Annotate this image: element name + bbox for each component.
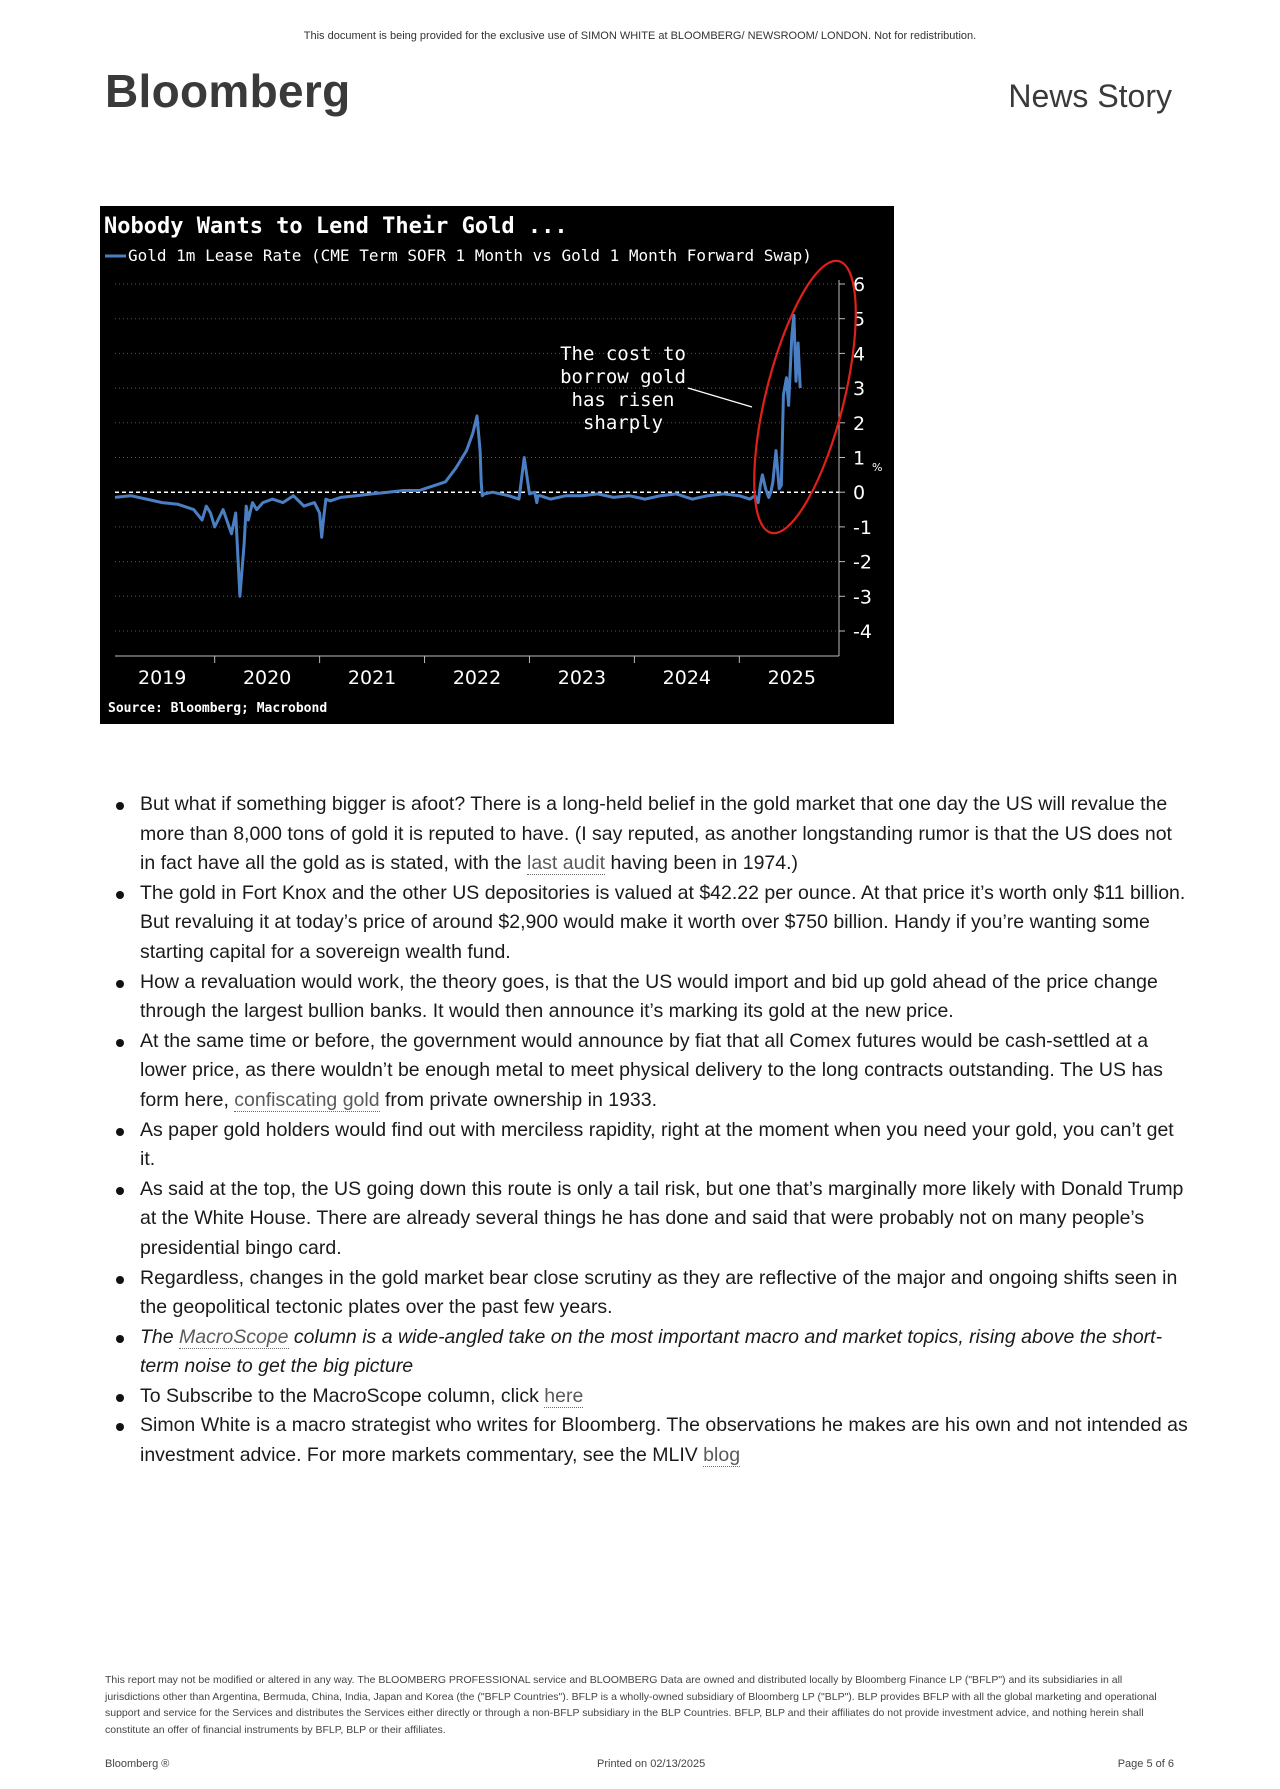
footer-brand: Bloomberg ® [105,1758,170,1770]
x-tick-label-2: 2021 [347,667,397,689]
bullet-text: from private ownership in 1933. [379,1088,658,1111]
bullet-text: As said at the top, the US going down this route is only a tail risk, but one that’s marginally more likely with Donald Trump at the White House. There are already several things he has done and said that were probably not on many people’s presidential bingo card. [140,1177,1184,1259]
annotation-line-3: sharply [582,412,664,434]
y-tick-label-6: 0 [853,482,866,505]
inline-link[interactable]: confiscating gold [234,1088,380,1111]
chart-legend-label: Gold 1m Lease Rate (CME Term SOFR 1 Month vs Gold 1 Month Forward Swap) [128,246,812,265]
footer-page-number: Page 5 of 6 [1117,1758,1174,1770]
bullet-text: The [140,1325,180,1348]
x-tick-label-6: 2025 [767,667,816,689]
bullet-text: column is a wide-angled take on the most important macro and market topics, rising above the short-term noise to get the big picture [140,1325,1163,1378]
x-tick-label-1: 2020 [242,667,292,689]
legal-disclaimer: This report may not be modified or altered in any way. The BLOOMBERG PROFESSIONAL service and BLOOMBERG Data are owned and distributed locally by Bloomberg Finance LP ("BFLP") and its subsidiaries in all jurisdictions other than Argentina, Bermuda, China, India, Japan and Korea (the ("BFLP Countries"). BFLP is a wholly-owned subsidiary of Bloomberg LP ("BLP"). BLP provides BFLP with all the global marketing and operational support and service for the Services and distributes the Services either directly or through a non-BFLP subsidiary in the BLP Countries. BFLP, BLP and their affiliates do not provide investment advice, and nothing herein shall constitute an offer of financial instruments by BFLP, BLP or their affiliates. [105,1674,1157,1736]
chart-title: Nobody Wants to Lend Their Gold ... [104,214,568,239]
article-body [110,790,1190,1471]
y-axis-unit: % [872,461,883,474]
y-tick-label-1: 5 [853,308,866,331]
bullet-item [140,1323,1190,1382]
annotation-line-1: borrow gold [560,366,686,388]
y-tick-label-5: 1 [853,447,866,470]
document-type-label: News Story [1008,78,1172,114]
bullet-item [140,790,1190,879]
y-tick-label-8: -2 [853,551,872,574]
bloomberg-logo: Bloomberg [105,65,351,117]
bullet-text: As paper gold holders would find out with merciless rapidity, right at the moment when you need your gold, you can’t get it. [140,1118,1174,1171]
bullet-item [140,1027,1190,1116]
footer-print-date: Printed on 02/13/2025 [597,1758,706,1770]
x-tick-label-3: 2022 [452,667,502,689]
distribution-notice: This document is being provided for the exclusive use of SIMON WHITE at BLOOMBERG/ NEWSROOM/ LONDON. Not for redistribution. [303,30,977,42]
x-tick-label-5: 2024 [662,667,712,689]
bullet-text: To Subscribe to the MacroScope column, click [140,1384,545,1407]
gold-lease-rate-chart [100,206,894,724]
bullet-item [140,1175,1190,1264]
y-tick-label-10: -4 [853,621,872,643]
inline-link[interactable]: here [544,1384,584,1407]
bullet-item [140,1264,1190,1323]
bullet-text: having been in 1974.) [605,852,799,875]
y-tick-label-4: 2 [853,412,866,435]
bullet-item [140,1382,1190,1412]
bullet-text: How a revaluation would work, the theory goes, is that the US would import and bid up gold ahead of the price change through the largest bullion banks. It would then announce it’s marking its gold at the new price. [140,970,1158,1023]
inline-link[interactable]: last audit [526,852,606,875]
bullet-item [140,879,1190,968]
y-tick-label-2: 4 [853,343,866,366]
chart-source: Source: Bloomberg; Macrobond [108,701,328,716]
chart-svg [100,206,894,724]
x-tick-label-4: 2023 [557,667,607,689]
x-tick-label-0: 2019 [138,667,187,689]
bullet-item [140,968,1190,1027]
y-tick-label-0: 6 [853,274,866,296]
bullet-text: But what if something bigger is afoot? There is a long-held belief in the gold market that one day the US will revalue the more than 8,000 tons of gold it is reputed to have. (I say reputed, as another longstanding rumor is that the US does not in fact have all the gold as is stated, with the [140,793,1172,875]
annotation-line-2: has risen [571,389,675,411]
y-tick-label-3: 3 [853,378,866,401]
y-tick-label-9: -3 [853,586,872,609]
bullet-text: The gold in Fort Knox and the other US depositories is valued at $42.22 per ounce. At that price it’s worth only $11 billion. But revaluing it at today’s price of around $2,900 would make it worth over $750 billion. Handy if you’re wanting some starting capital for a sovereign wealth fund. [140,881,1186,963]
bullet-text: At the same time or before, the government would announce by fiat that all Comex futures would be cash-settled at a lower price, as there wouldn’t be enough metal to meet physical delivery to the long contracts outstanding. The US has form here, [140,1029,1163,1111]
y-tick-label-7: -1 [853,516,872,539]
bullet-text: Simon White is a macro strategist who writes for Bloomberg. The observations he makes are his own and not intended as investment advice. For more markets commentary, see the MLIV [140,1414,1188,1467]
bullet-item [140,1411,1190,1470]
annotation-line-0: The cost to [560,343,686,365]
inline-link[interactable]: MacroScope [179,1325,289,1348]
bullet-text: Regardless, changes in the gold market bear close scrutiny as they are reflective of the major and ongoing shifts seen in the geopolitical tectonic plates over the past few years. [140,1266,1178,1319]
bullet-list [110,790,1190,1471]
bullet-item [140,1116,1190,1175]
inline-link[interactable]: blog [703,1444,741,1467]
